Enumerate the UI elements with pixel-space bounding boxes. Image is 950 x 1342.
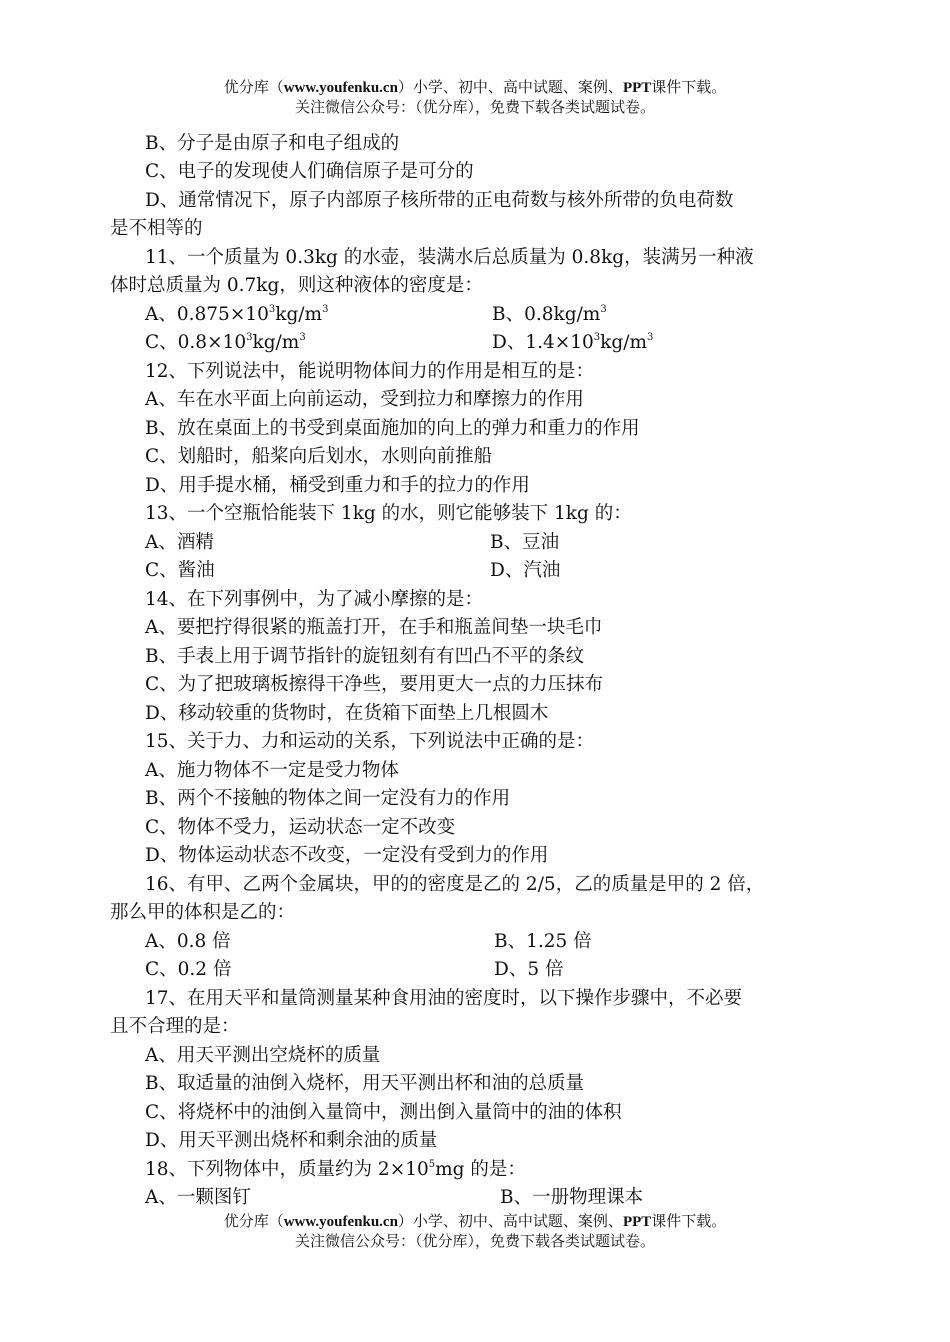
q13-stem: 13、一个空瓶恰能装下 1kg 的水，则它能够装下 1kg 的： [145,503,632,524]
q17-option-a: A、用天平测出空烧杯的质量 [145,1045,381,1066]
q18-option-a: A、一颗图钉 [145,1187,251,1208]
q11-option-a: A、$0.875\times 10^3kg/m^3$ [145,304,329,325]
q11-option-c: C、$0.8\times 10^3kg/m^3$ [145,332,306,353]
q11-option-b: B、$0.8kg/m^3$ [492,304,607,325]
q13-option-b: B、豆油 [490,532,560,553]
q14-option-c: C、为了把玻璃板擦得干净些，要用更大一点的力压抹布 [145,674,604,695]
q11-stem-line1: 11、一个质量为 0.3kg 的水壶，装满水后总质量为 0.8kg，装满另一种液 [145,247,754,268]
q15-option-d: D、物体运动状态不改变，一定没有受到力的作用 [145,845,549,866]
q15-option-c: C、物体不受力，运动状态一定不改变 [145,817,456,838]
q17-stem-line1: 17、在用天平和量筒测量某种食用油的密度时，以下操作步骤中，不必要 [145,988,743,1009]
q15-option-b: B、两个不接触的物体之间一定没有力的作用 [145,788,511,809]
q15-stem: 15、关于力、力和运动的关系，下列说法中正确的是： [145,731,595,752]
q17-stem-line2: 且不合理的是： [110,1016,240,1037]
q10-option-d-line2: 是不相等的 [110,218,203,239]
q15-option-a: A、施力物体不一定是受力物体 [145,760,399,781]
q12-option-b: B、放在桌面上的书受到桌面施加的向上的弹力和重力的作用 [145,418,640,439]
q18-option-b: B、一册物理课本 [500,1187,644,1208]
q17-option-d: D、用天平测出烧杯和剩余油的质量 [145,1130,438,1151]
q16-option-d: D、5 倍 [494,959,564,980]
q10-option-d-line1: D、通常情况下，原子内部原子核所带的正电荷数与核外所带的负电荷数 [145,190,734,211]
site-url: www.youfenku.cn [283,80,398,96]
q12-option-d: D、用手提水桶，桶受到重力和手的拉力的作用 [145,475,530,496]
page-footer-line1: 优分库（www.youfenku.cn）小学、初中、高中试题、案例、PPT课件下载。 [223,1212,727,1230]
footer-site-url: www.youfenku.cn [283,1214,398,1230]
q17-option-c: C、将烧杯中的油倒入量筒中，测出倒入量筒中的油的体积 [145,1102,622,1123]
q16-option-c: C、0.2 倍 [145,959,232,980]
q11-stem-line2: 体时总质量为 0.7kg，则这种液体的密度是： [110,275,483,296]
q13-option-c: C、酱油 [145,560,215,581]
q16-stem-line1: 16、有甲、乙两个金属块，甲的的密度是乙的 2/5，乙的质量是甲的 2 倍， [145,874,765,895]
q17-option-b: B、取适量的油倒入烧杯，用天平测出杯和油的总质量 [145,1073,585,1094]
q18-stem: 18、下列物体中，质量约为 $2\times 10^5mg$ 的是： [145,1159,526,1180]
q14-option-b: B、手表上用于调节指针的旋钮刻有有凹凸不平的条纹 [145,646,585,667]
page-header-line2: 关注微信公众号：（优分库），免费下载各类试题试卷。 [294,98,655,116]
q16-option-b: B、1.25 倍 [494,931,592,952]
q14-option-a: A、要把拧得很紧的瓶盖打开，在手和瓶盖间垫一块毛巾 [145,617,603,638]
q10-option-b: B、分子是由原子和电子组成的 [145,133,400,154]
q16-option-a: A、0.8 倍 [145,931,231,952]
page-footer-line2: 关注微信公众号：（优分库），免费下载各类试题试卷。 [294,1232,655,1250]
q12-option-a: A、车在水平面上向前运动，受到拉力和摩擦力的作用 [145,389,584,410]
page-header-line1: 优分库（www.youfenku.cn）小学、初中、高中试题、案例、PPT课件下载。 [223,78,727,96]
q12-stem: 12、下列说法中，能说明物体间力的作用是相互的是： [145,361,595,382]
q13-option-d: D、汽油 [490,560,561,581]
q16-stem-line2: 那么甲的体积是乙的： [110,902,296,923]
q12-option-c: C、划船时，船桨向后划水，水则向前推船 [145,446,493,467]
q13-option-a: A、酒精 [145,532,214,553]
q10-option-c: C、电子的发现使人们确信原子是可分的 [145,161,474,182]
q14-stem: 14、在下列事例中，为了减小摩擦的是： [145,589,484,610]
q14-option-d: D、移动较重的货物时，在货箱下面垫上几根圆木 [145,703,549,724]
q11-option-d: D、$1.4\times 10^3kg/m^3$ [492,332,654,353]
